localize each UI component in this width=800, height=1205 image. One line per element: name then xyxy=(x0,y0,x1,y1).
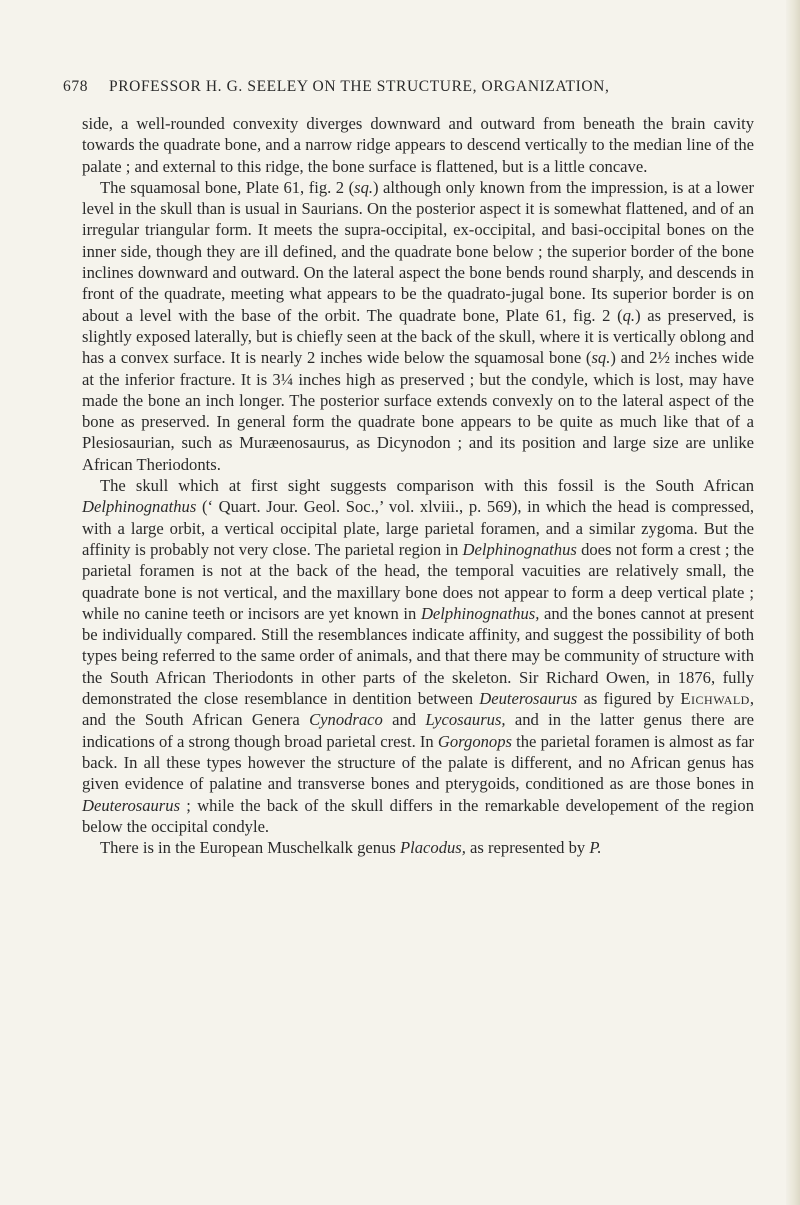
paragraph xyxy=(82,177,754,475)
text-run: the parietal foramen is almost as far back. In all these types however the structure of the palate is different, and no African genus has given evidence of palatine and transverse bones and pterygoids, conditioned as are those bones in xyxy=(82,731,754,794)
italic-term: q. xyxy=(622,305,636,325)
body-text xyxy=(82,113,754,858)
text-run: as figured by xyxy=(577,689,681,709)
page-number: 678 xyxy=(63,78,89,95)
text-run: The skull which at first sight suggests comparison with this fossil is the South African xyxy=(100,476,754,496)
italic-term: sq. xyxy=(354,177,374,197)
text-run: and in the latter genus there are indications of a strong though broad parietal crest. In xyxy=(82,710,754,751)
italic-term: Placodus, xyxy=(399,838,466,858)
text-run: does not form a crest ; the parietal foramen is not at the back of the head, the temporal vacuities are relatively small, the quadrate bone is not vertical, and the maxillary bone does not appear to form a deep vertical plate ; while no canine teeth or incisors are yet known in xyxy=(82,539,754,623)
text-run: as represented by xyxy=(465,838,590,858)
text-run: (‘ Quart. Jour. Geol. Soc.,’ vol. xlviii., p. 569), in which the head is compressed, with a large orbit, a vertical occipital plate, large parietal foramen, and a similar zygoma. But the affinity is probably not very close. The parietal region in xyxy=(82,497,754,559)
text-run: ) although only known from the impression, is at a lower level in the skull than is usual in Saurians. On the posterior aspect it is somewhat flattened, and of an irregular triangular form. It meets the supra-occipital, ex-occipital, and basi-occipital bones on the inner side, though they are ill defined, and the quadrate bone below ; the superior border of the bone inclines downward and outward. On the lateral aspect the bone bends round sharply, and descends in front of the quadrate, meeting what appears to be the quadrato-jugal bone. Its superior border is on about a level with the base of the orbit. The quadrate bone, Plate 61, fig. 2 ( xyxy=(82,177,754,325)
text-run: ; while the back of the skull differs in the remarkable developement of the region below the occipital condyle. xyxy=(82,795,754,836)
italic-term: Gorgonops xyxy=(437,731,512,751)
author-name: Eichwald xyxy=(680,689,750,709)
text-run: side, a well-rounded convexity diverges downward and outward from beneath the brain cavity towards the quadrate bone, and a narrow ridge appears to descend vertically to the median line of the palate ; and external to this ridge, the bone surface is flattened, but is a little concave. xyxy=(82,114,754,176)
text-run: ) as preserved, is slightly exposed laterally, but is chiefly seen at the back of the skull, where it is vertically oblong and has a convex surface. It is nearly 2 inches wide below the squamosal bone ( xyxy=(82,305,755,368)
italic-term: Delphinognathus xyxy=(82,497,197,517)
text-run: ) and 2½ inches wide at the inferior fracture. It is 3¼ inches high as preserved ; but the condyle, which is lost, may have made the bone an inch longer. The posterior surface extends convexly on to the lateral aspect of the bone as preserved. In general form the quadrate bone appears to be quite as much like that of a Plesiosaurian, such as Muræenosaurus, as Dicynodon ; and its position and large size are unlike African Theriodonts. xyxy=(82,348,754,474)
paragraph xyxy=(82,475,754,837)
text-run: The squamosal bone, Plate 61, fig. 2 ( xyxy=(100,177,355,197)
italic-term: sq. xyxy=(591,348,611,368)
italic-term: Delphinognathus, xyxy=(420,603,540,623)
italic-term: Delphinognathus xyxy=(462,539,577,559)
text-run: and the bones cannot at present be individually compared. Still the resemblances indicate affinity, and suggest the possibility of both types being referred to the same order of animals, and that there may be community of structure with the South African Theriodonts in other parts of the skeleton. Sir Richard Owen, in 1876, fully demonstrated the close resemblance in dentition between xyxy=(82,603,754,709)
paragraph xyxy=(82,113,754,177)
italic-term: P. xyxy=(589,838,602,858)
running-head: PROFESSOR H. G. SEELEY ON THE STRUCTURE, ORGANIZATION, xyxy=(109,78,610,95)
text-run: and xyxy=(382,710,426,730)
text-run: , and the South African Genera xyxy=(82,689,755,730)
italic-term: Cynodraco xyxy=(309,710,383,730)
text-run: There is in the European Muschelkalk genus xyxy=(100,838,400,858)
page-edge xyxy=(786,0,800,1205)
italic-term: Lycosaurus, xyxy=(425,710,506,730)
italic-term: Deuterosaurus xyxy=(479,689,578,709)
italic-term: Deuterosaurus xyxy=(82,795,181,815)
paragraph xyxy=(82,837,754,858)
